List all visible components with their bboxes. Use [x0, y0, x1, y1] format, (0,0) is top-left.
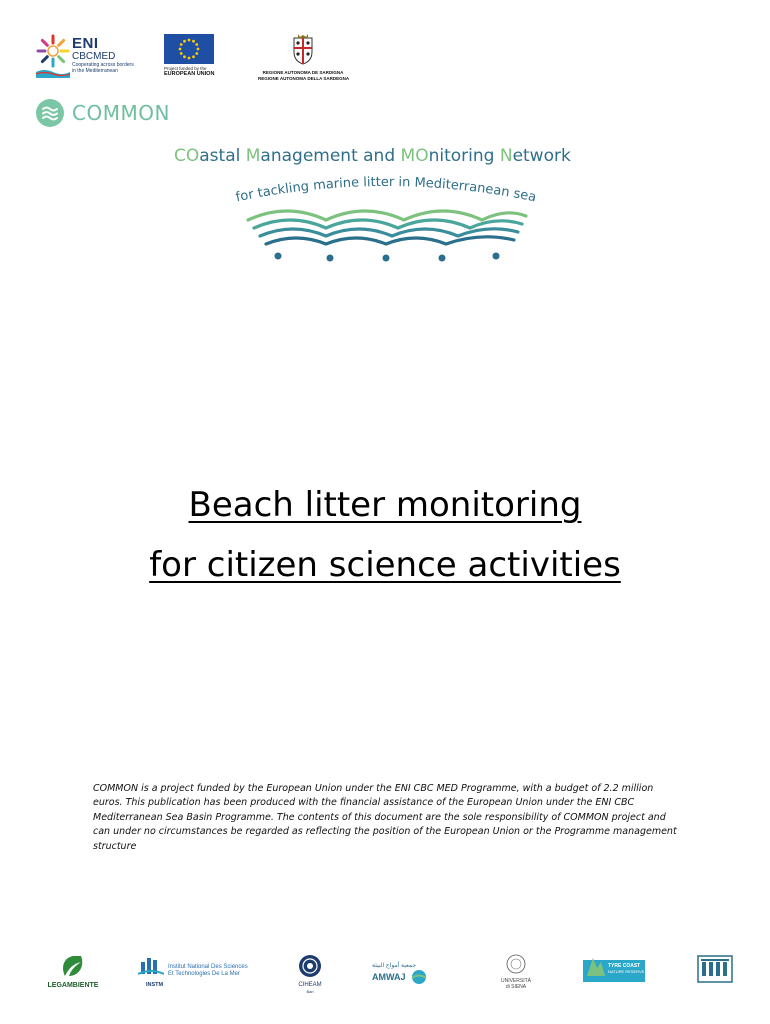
eu-logo [164, 34, 218, 80]
eni-subtitle: CBCMED [72, 51, 116, 62]
wave-line-3 [260, 229, 518, 236]
eu-caption-line1: Project funded by the [164, 66, 207, 71]
instm-line-1: Institut National Des Sciences [168, 964, 248, 970]
siena-line-2: di SIENA [505, 984, 527, 990]
document-title [0, 475, 770, 595]
wave-dot [383, 255, 390, 262]
title-line-2: for citizen science activities [149, 545, 621, 585]
network-subtitle-path: for tackling marine litter in Mediterranean sea [234, 174, 538, 206]
tyre-coast-line-2: NATURE RESERVE [608, 969, 645, 974]
eni-name: ENI [72, 35, 99, 52]
instm-line-2: Et Technologies De La Mer [168, 971, 240, 977]
instm-emblem-icon [138, 954, 164, 978]
wave-dots [275, 253, 500, 262]
legambiente-logo [46, 954, 100, 994]
network-title-part: MO [400, 146, 429, 166]
eu-flag-icon [164, 34, 214, 64]
network-title-part: nitoring [428, 146, 500, 166]
sardinia-region-logo [258, 34, 348, 82]
title-line-1: Beach litter monitoring [188, 485, 582, 525]
amwaj-globe-icon [410, 969, 428, 985]
tyre-coast-emblem-icon [583, 954, 645, 982]
ciheam-logo [290, 954, 330, 994]
wave-lines [248, 211, 526, 244]
network-subtitle [234, 175, 537, 205]
wave-dot [275, 253, 282, 260]
sardinia-caption-line2: REGIONE AUTONOMA DELLA SARDEGNA [258, 75, 350, 81]
siena-university-logo [494, 954, 538, 994]
network-title-part: etwork [512, 146, 571, 166]
network-waves-graphic [226, 172, 546, 264]
eni-sun-icon [36, 34, 70, 68]
tyre-coast-logo [582, 954, 646, 994]
siena-line-1: UNIVERSITÀ [500, 978, 531, 984]
network-title-part: astal [199, 146, 246, 166]
common-wave-icon [36, 99, 64, 127]
amwaj-logo [372, 954, 452, 994]
eni-cbcmed-logo [36, 34, 136, 80]
funding-disclaimer: COMMON is a project funded by the European Union under the ENI CBC MED Programme, with a budget of 2.2 million euros. This publication has been produced with the financial assistance of the European Union under the ENI CBC Mediterranean Sea Basin Programme. The contents of this document are the sole responsibility of COMMON project and can under no circumstances be regarded as reflecting the position of the European Union or the Programme management structure [93, 783, 677, 852]
instm-logo [138, 954, 248, 994]
building-emblem-icon [697, 954, 733, 984]
network-title-part: M [245, 146, 261, 166]
ciheam-emblem-icon [298, 954, 322, 978]
ciheam-label: CIHEAM [298, 982, 322, 988]
common-logo [36, 98, 170, 128]
tyre-coast-line-1: TYRE COAST [608, 963, 641, 969]
common-brand-name: COMMON [72, 101, 170, 125]
network-title-part: N [499, 146, 513, 166]
legambiente-label: LEGAMBIENTE [47, 982, 99, 989]
siena-seal-icon [506, 954, 526, 974]
network-title [174, 146, 614, 166]
wave-dot [439, 255, 446, 262]
eu-caption-line2: EUROPEAN UNION [164, 71, 215, 77]
partner-emblem-logo [696, 954, 734, 994]
network-title-part: anagement and [260, 146, 401, 166]
amwaj-label: AMWAJ [372, 972, 406, 982]
network-title-part: CO [174, 146, 200, 166]
instm-short: INSTM [146, 982, 164, 988]
wave-dot [493, 253, 500, 260]
legambiente-leaf-icon [59, 954, 87, 978]
eni-sea-icon [36, 68, 70, 78]
ciheam-sublabel: Bari [306, 989, 314, 994]
wave-dot [327, 255, 334, 262]
amwaj-arabic-label: جمعية أمواج البيئة [372, 963, 417, 969]
sardinia-coat-of-arms-icon [291, 34, 315, 66]
wave-line-4 [266, 237, 514, 244]
eni-tagline: Cooperating across borders in the Mediterranean [72, 62, 134, 74]
sardinia-caption-line1: REGIONE AUTONOMA DE SARDIGNA [262, 70, 344, 75]
